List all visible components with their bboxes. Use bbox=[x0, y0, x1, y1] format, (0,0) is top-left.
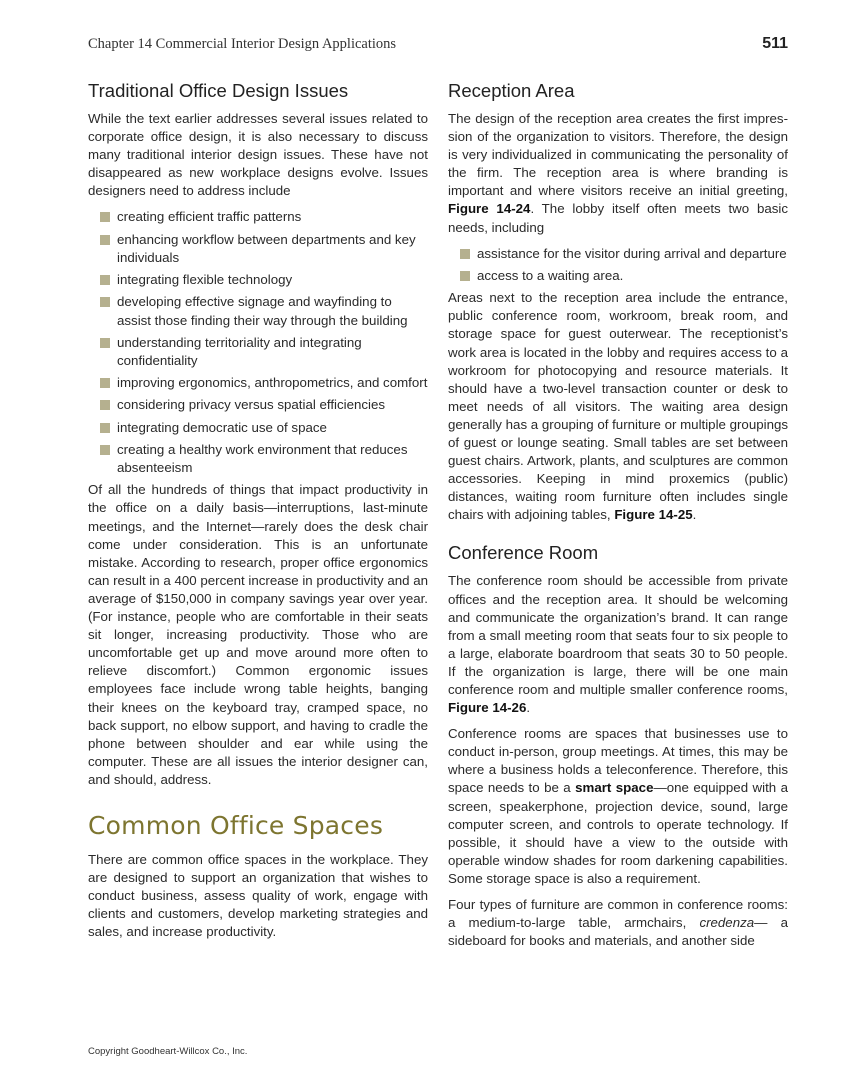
square-bullet-icon bbox=[100, 275, 110, 285]
conference-room-heading: Conference Room bbox=[448, 542, 599, 564]
reception-area-heading: Reception Area bbox=[448, 80, 575, 101]
list-item: integrating flexible technology bbox=[100, 271, 428, 289]
conference-paragraph-2: Conference rooms are spaces that businesses use to conduct in-person, group meetings. At times, this may be where a business holds a teleconference. Therefore, this space needs to be a smart space—one equipped with a screen, speakerphone, projection device, sound, large computer screen, and controls to operate technology. If possible, it should have a view to the outside with operable window shades for room darkening capabilities. Some storage space is also a requirement. bbox=[448, 726, 788, 886]
square-bullet-icon bbox=[100, 297, 110, 307]
page-number: 511 bbox=[762, 35, 788, 52]
conference-paragraph-3: Four types of furniture are common in conference rooms: a medium-to-large table, armchairs, credenza— a sideboard for books and materials, and another side bbox=[448, 897, 788, 949]
key-term: smart space bbox=[575, 780, 654, 796]
list-item: creating a healthy work environment that reduces absenteeism bbox=[100, 441, 428, 477]
common-spaces-paragraph: There are common office spaces in the workplace. They are designed to support an organization that wishes to conduct business, assess quality of work, engage with clients and customers, develop marketing strategies and sales, and increase productivity. bbox=[88, 851, 428, 940]
figure-reference: Figure 14-25 bbox=[614, 507, 693, 523]
conference-paragraph-1: The conference room should be accessible from private offices and the reception area. It should be welcoming and communicate the organization’s brand. It can range from a small meeting room that seats four to six people to a large, elaborate boardroom that seats 30 to 50 people. If the organization is large, there will be one main conference room and multiple smaller conference rooms, Figure 14-26. bbox=[448, 573, 788, 716]
running-header bbox=[88, 36, 788, 56]
square-bullet-icon bbox=[100, 338, 110, 348]
common-office-spaces-heading: Common Office Spaces bbox=[88, 810, 384, 840]
square-bullet-icon bbox=[100, 378, 110, 388]
figure-reference: Figure 14-24 bbox=[448, 201, 531, 217]
left-column bbox=[88, 80, 428, 949]
italic-term: credenza bbox=[699, 915, 755, 931]
list-item: enhancing workflow between departments and key individuals bbox=[100, 231, 428, 267]
list-item: improving ergonomics, anthropometrics, and comfort bbox=[100, 374, 428, 392]
right-column bbox=[448, 80, 788, 958]
square-bullet-icon bbox=[100, 423, 110, 433]
square-bullet-icon bbox=[460, 271, 470, 281]
list-item: integrating democratic use of space bbox=[100, 419, 428, 437]
list-item: understanding territoriality and integrating confidentiality bbox=[100, 334, 428, 370]
chapter-title: Chapter 14 Commercial Interior Design Applications bbox=[88, 36, 397, 52]
list-item: developing effective signage and wayfinding to assist those finding their way through the building bbox=[100, 293, 428, 329]
reception-needs-list bbox=[460, 245, 788, 285]
square-bullet-icon bbox=[460, 249, 470, 259]
traditional-intro: While the text earlier addresses several issues related to corporate office design, it is also necessary to discuss many traditional interior design issues. These have not disappeared as new workplace designs evolve. Issues designers need to address include bbox=[88, 111, 428, 199]
square-bullet-icon bbox=[100, 400, 110, 410]
ergonomics-paragraph: Of all the hundreds of things that impact productivity in the office on a daily basis—interruptions, last-minute meetings, and the Internet—rarely does the desk chair come under consideration. This is an unfortunate mistake. According to research, proper office ergonomics can result in a 400 percent increase in productivity and an average of $150,000 in company savings year over year. (For instance, people who are comfortable in their seats sit longer, increasing productivity. Those who are uncomfortable get up and move around more often to relieve discomfort.) Common ergonomic issues employees face include wrong table heights, banging their knees on the keyboard tray, cramped space, no back support, no elbow support, and having to cradle the phone between shoulder and ear while using the computer. These are all issues the interior designer can, and should, address. bbox=[88, 482, 429, 787]
traditional-issues-list bbox=[100, 208, 428, 477]
square-bullet-icon bbox=[100, 212, 110, 222]
figure-reference: Figure 14-26 bbox=[448, 700, 527, 716]
list-item: access to a waiting area. bbox=[460, 267, 788, 285]
reception-intro: The design of the reception area creates the first impression of the organization to visitors. Therefore, the design is very individualized in communicating the personality of the firm. The reception area is where branding is important and where visitors receive an initial greeting, Figure 14-24. The lobby itself often meets two basic needs, including bbox=[448, 111, 788, 235]
list-item: creating efficient traffic patterns bbox=[100, 208, 428, 226]
list-item: considering privacy versus spatial efficiencies bbox=[100, 396, 428, 414]
reception-paragraph-2: Areas next to the reception area include the entrance, public conference room, workroom, break room, and storage space for guest outerwear. The receptionist’s work area is located in the lobby and requires access to a workroom for photocopying and resource materials. It should have a two-level transaction counter or desk to meet needs of all visitors. The waiting area design generally has a grouping of furniture or multiple groupings of guest or lounge seating. Small tables are set between guest chairs. Artwork, plants, and sculptures are common accessories. Keeping in mind proxemics (public) distances, waiting room furniture often includes single chairs with adjoining tables, Figure 14-25. bbox=[448, 290, 789, 523]
copyright-footer: Copyright Goodheart-Willcox Co., Inc. bbox=[88, 1046, 248, 1057]
square-bullet-icon bbox=[100, 235, 110, 245]
square-bullet-icon bbox=[100, 445, 110, 455]
traditional-office-heading: Traditional Office Design Issues bbox=[88, 80, 349, 101]
list-item: assistance for the visitor during arrival and departure bbox=[460, 245, 788, 263]
